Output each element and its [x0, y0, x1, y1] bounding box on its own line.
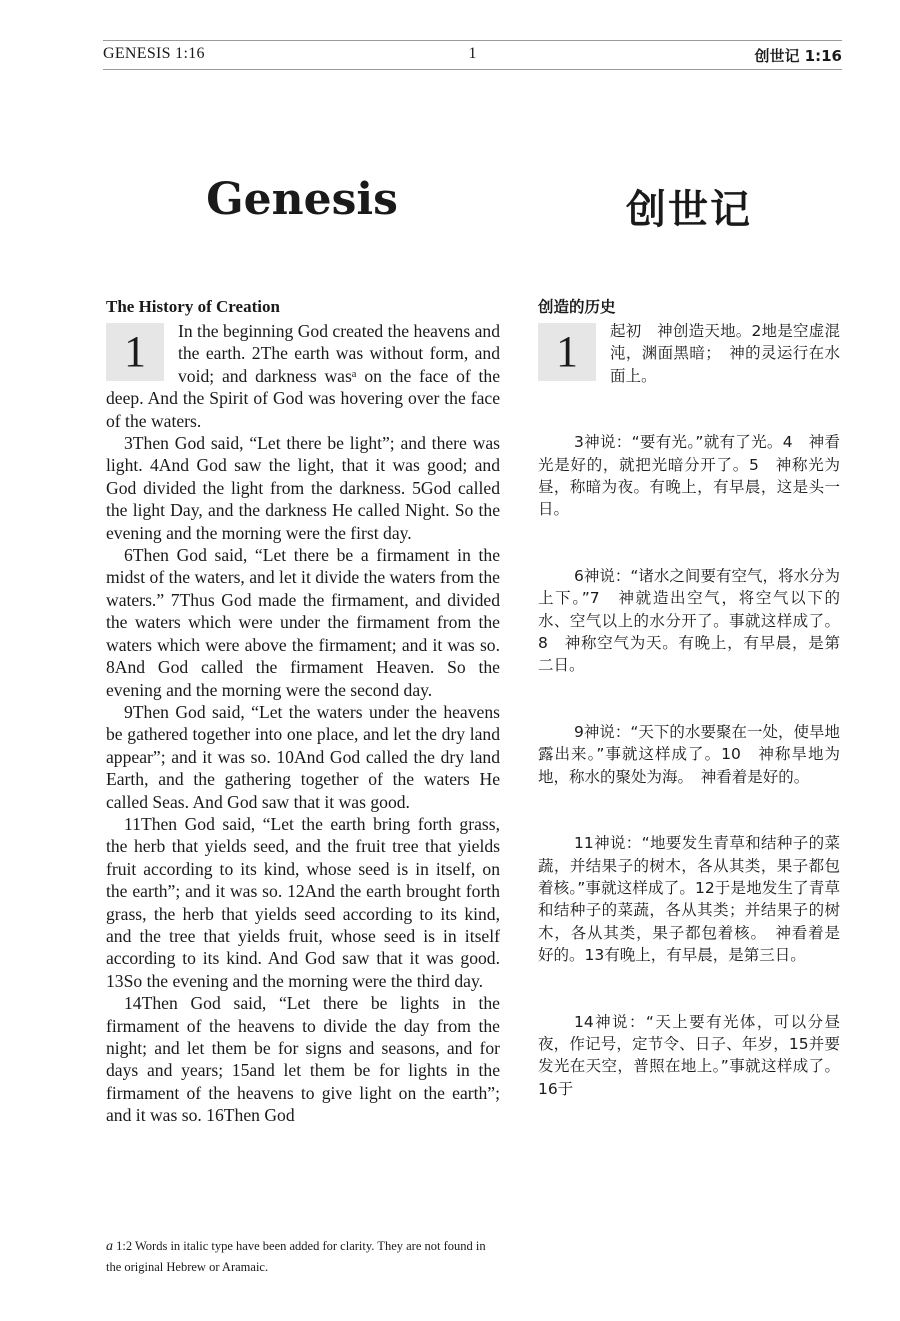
section-heading-chinese: 创造的历史	[538, 298, 616, 316]
verse-paragraph-zh: 起初 神创造天地。2地是空虚混沌，渊面黑暗； 神的灵运行在水面上。	[610, 322, 840, 385]
section-heading-english: The History of Creation	[106, 297, 280, 316]
running-header	[103, 40, 842, 70]
verse-paragraph-zh: 6神说：“诸水之间要有空气，将水分为上下。”7 神就造出空气，将空气以下的水、空气以上的水分开了。事就这样成了。8 神称空气为天。有晚上，有早晨，是第二日。	[538, 566, 840, 675]
chapter-number-chinese: 1	[538, 323, 596, 381]
page-number: 1	[468, 45, 477, 62]
chinese-column	[538, 296, 840, 1144]
verse-paragraph-zh: 11神说：“地要发生青草和结种子的菜蔬，并结果子的树木，各从其类，果子都包着核。”事就这样成了。12于是地发生了青草和结种子的菜蔬，各从其类；并结果子的树木，各从其类，果子都包着核。 神看着是好的。13有晚上，有早晨，是第三日。	[538, 834, 840, 965]
chapter-number-english: 1	[106, 323, 164, 381]
book-title-chinese: 创世记	[626, 187, 752, 233]
verse-paragraph: 14Then God said, “Let there be lights in the firmament of the heavens to divide the day from the night; and let them be for signs and seasons, and for days and years; 15and let them be for lights in the firmament of the heavens to give light on the earth”; and it was so. 16Then God	[106, 993, 500, 1126]
footnote	[106, 1236, 502, 1277]
verse-paragraph-zh: 9神说：“天下的水要聚在一处，使旱地露出来。”事就这样成了。10 神称旱地为地，称水的聚处为海。 神看着是好的。	[538, 722, 840, 786]
verse-paragraph: In the beginning God created the heavens and the earth. 2The earth was without form, and void; and darkness wasᵃ on the face of the deep. And the Spirit of God was hovering over the face of the waters.	[106, 321, 500, 431]
verse-paragraph-zh: 14神说：“天上要有光体，可以分昼夜，作记号，定节令、日子、年岁，15并要发光在天空，普照在地上。”事就这样成了。16于	[538, 1012, 840, 1098]
header-left: GENESIS 1:16	[103, 45, 205, 62]
verse-paragraph: 3Then God said, “Let there be light”; and there was light. 4And God saw the light, that it was good; and God divided the light from the darkness. 5God called the light Day, and the darkness He called Night. So the evening and the morning were the first day.	[106, 433, 500, 543]
footnote-text: 1:2 Words in italic type have been added for clarity. They are not found in the original Hebrew or Aramaic.	[106, 1239, 486, 1274]
footnote-marker: a	[106, 1239, 113, 1254]
verse-paragraph: 9Then God said, “Let the waters under the heavens be gathered together into one place, and let the dry land appear”; and it was so. 10And God called the dry land Earth, and the gathering together of the waters He called Seas. And God saw that it was good.	[106, 701, 500, 812]
english-column	[106, 296, 500, 1127]
verse-paragraph: 11Then God said, “Let the earth bring forth grass, the herb that yields seed, and the fruit tree that yields fruit according to its kind, whose seed is in itself, on the earth”; and it was so. 12And the earth brought forth grass, the herb that yields seed according to its kind, and the tree that yields fruit, whose seed is in itself according to its kind. And God saw that it was good. 13So the evening and the morning were the third day.	[106, 813, 500, 991]
verse-paragraph: 6Then God said, “Let there be a firmament in the midst of the waters, and let it divide the waters from the waters.” 7Thus God made the firmament, and divided the waters which were under the firmament from the waters which were above the firmament; and it was so. 8And God called the firmament Heaven. So the evening and the morning were the second day.	[106, 545, 500, 700]
header-right: 创世记 1:16	[754, 47, 842, 65]
book-title-english: Genesis	[206, 174, 398, 225]
verse-paragraph-zh: 3神说：“要有光。”就有了光。4 神看光是好的，就把光暗分开了。5 神称光为昼，称暗为夜。有晚上，有早晨，这是头一日。	[538, 433, 840, 519]
